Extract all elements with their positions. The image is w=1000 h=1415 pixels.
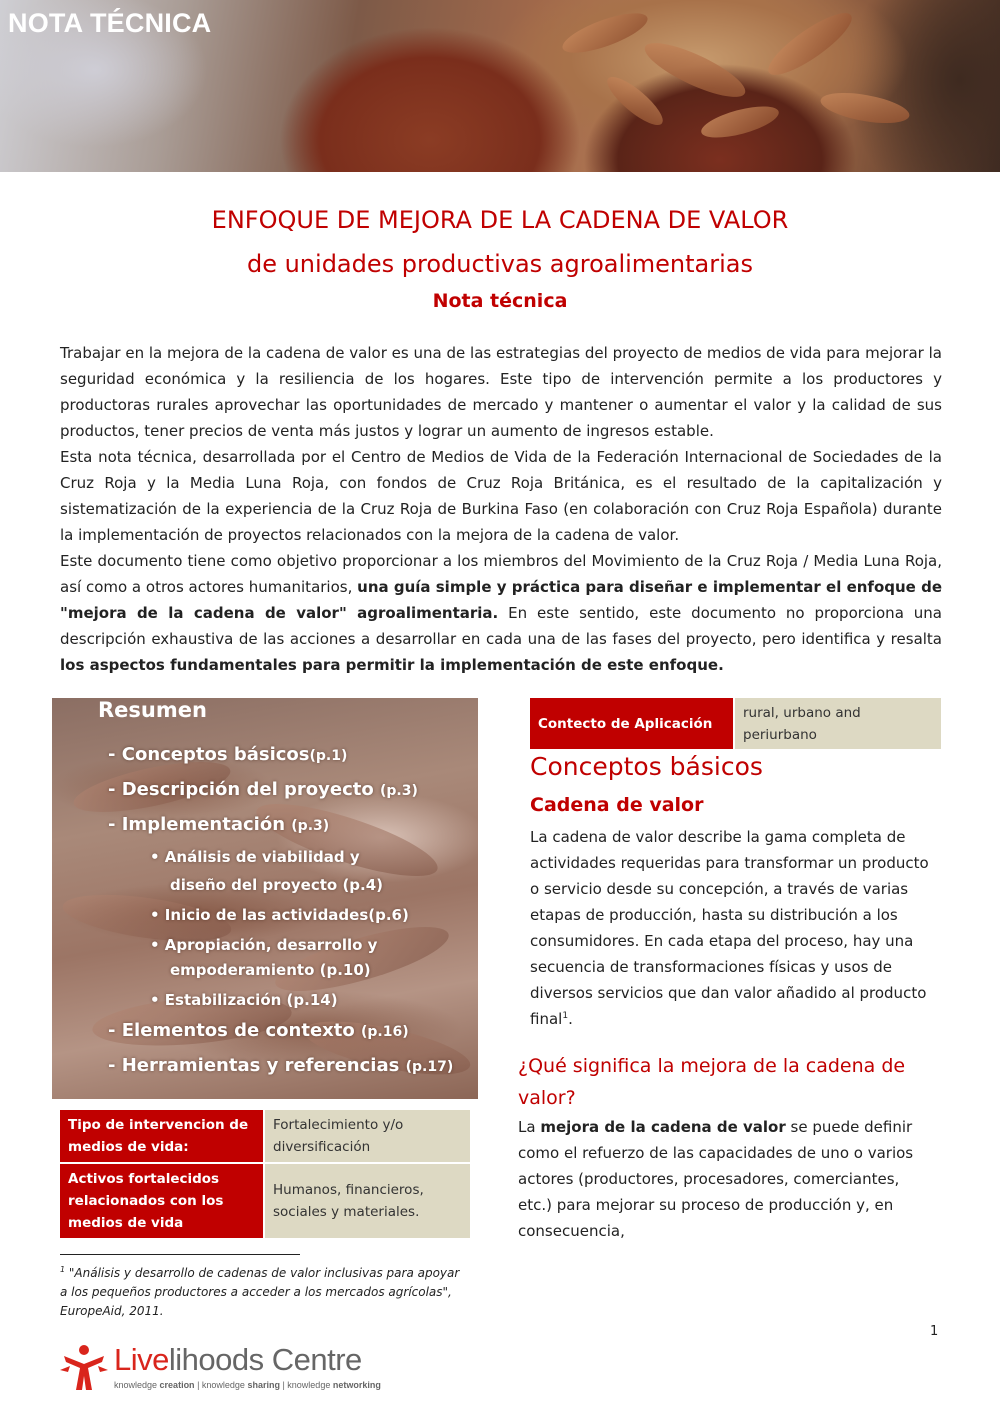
livelihoods-figure-icon bbox=[58, 1340, 110, 1392]
footnote-reference[interactable]: 1 bbox=[562, 1011, 569, 1021]
footnote: $^1$ "Análisis y desarrollo de cadenas de valor inclusivas para apoyar a los pequeños productores a acceder a los mercados agrícolas", EuropeAid, 2011. bbox=[60, 1265, 460, 1318]
summary-item-implementacion[interactable]: - Implementación (p.3) bbox=[108, 814, 330, 835]
summary-subitem-analisis-cont[interactable]: diseño del proyecto (p.4) bbox=[170, 876, 384, 894]
summary-box bbox=[52, 698, 478, 1099]
footnote-separator bbox=[60, 1254, 300, 1255]
summary-item-conceptos[interactable]: - Conceptos básicos(p.1) bbox=[108, 744, 348, 765]
table-row bbox=[530, 698, 941, 749]
table-value-cell: Fortalecimiento y/o diversificación bbox=[265, 1110, 470, 1162]
summary-subitem-apropiacion[interactable]: • Apropiación, desarrollo y bbox=[150, 936, 378, 954]
intro-text bbox=[60, 340, 942, 678]
mejora-paragraph: La mejora de la cadena de valor se puede definir como el refuerzo de las capacidades de uno o varios actores (productores, procesadores, comerciantes, etc.) para mejorar su proceso de producción y, en consecuencia, bbox=[518, 1118, 914, 1240]
summary-item-elementos[interactable]: - Elementos de contexto (p.16) bbox=[108, 1020, 409, 1041]
intro-paragraph-2: Esta nota técnica, desarrollada por el Centro de Medios de Vida de la Federación Internacional de Sociedades de la Cruz Roja y la Media Luna Roja, con fondos de Cruz Roja Británica, es el resultado de la capitalización y sistematización de la experiencia de la Cruz Roja de Burkina Faso (en colaboración con Cruz Roja Española) durante la implementación de proyectos relacionados con la mejora de la cadena de valor. bbox=[60, 448, 942, 544]
table-label-cell: Tipo de intervencion de medios de vida: bbox=[60, 1110, 265, 1162]
livelihoods-centre-logo bbox=[58, 1340, 388, 1396]
summary-subitem-estabilizacion[interactable]: • Estabilización (p.14) bbox=[150, 991, 338, 1009]
logo-tagline: knowledge creation | knowledge sharing | knowledge networking bbox=[114, 1380, 381, 1390]
banner-title: NOTA TÉCNICA bbox=[8, 8, 212, 38]
table-label-cell: Activos fortalecidos relacionados con los medios de vida bbox=[60, 1162, 265, 1238]
document-type-label: Nota técnica bbox=[432, 290, 568, 312]
summary-item-herramientas[interactable]: - Herramientas y referencias (p.17) bbox=[108, 1055, 454, 1076]
cadena-paragraph: La cadena de valor describe la gama completa de actividades requeridas para transformar un producto o servicio desde su concepción, a través de varias etapas de producción, hasta su distribución a los consumidores. En cada etapa del proceso, hay una secuencia de transformaciones físicas y usos de diversos servicios que dan valor añadido al producto final$^1$. bbox=[530, 828, 929, 1028]
table-row bbox=[60, 1162, 470, 1238]
intro-paragraph-3: Este documento tiene como objetivo proporcionar a los miembros del Movimiento de la Cruz Roja / Media Luna Roja, así como a otros actores humanitarios, una guía simple y práctica para diseñar e implementar el enfoque de "mejora de la cadena de valor" agroalimentaria. En este sentido, este documento no proporciona una descripción exhaustiva de las acciones a desarrollar en cada una de las fases del proyecto, pero identifica y resalta los aspectos fundamentales para permitir la implementación de este enfoque. bbox=[60, 552, 942, 674]
summary-subitem-analisis[interactable]: • Análisis de viabilidad y bbox=[150, 848, 360, 866]
table-value-cell: Humanos, financieros, sociales y materiales. bbox=[265, 1162, 470, 1238]
table-value-cell: rural, urbano and periurbano bbox=[735, 698, 941, 749]
summary-title: Resumen bbox=[98, 698, 207, 722]
section-heading-conceptos: Conceptos básicos bbox=[530, 752, 763, 781]
document-subtitle: de unidades productivas agroalimentarias bbox=[246, 250, 754, 278]
subsection-heading-mejora: ¿Qué significa la mejora de la cadena de valor? bbox=[518, 1055, 906, 1109]
subsection-heading-cadena: Cadena de valor bbox=[530, 794, 704, 816]
intro-paragraph-1: Trabajar en la mejora de la cadena de valor es una de las estrategias del proyecto de medios de vida para mejorar la seguridad económica y la resiliencia de los hogares. Este tipo de intervención permite a los productores y productoras rurales aprovechar las oportunidades de mercado y mantener o aumentar el valor y la calidad de sus productos, tener precios de venta más justos y lograr un aumento de ingresos estable. bbox=[60, 344, 942, 440]
summary-item-descripcion[interactable]: - Descripción del proyecto (p.3) bbox=[108, 779, 418, 800]
summary-subitem-apropiacion-cont[interactable]: empoderamiento (p.10) bbox=[170, 961, 371, 979]
logo-wordmark: Livelihoods Centre bbox=[114, 1342, 362, 1377]
document-title: ENFOQUE DE MEJORA DE LA CADENA DE VALOR bbox=[211, 206, 789, 234]
table-label-cell: Contecto de Aplicación bbox=[530, 698, 735, 749]
page-number: 1 bbox=[930, 1324, 939, 1339]
summary-subitem-inicio[interactable]: • Inicio de las actividades(p.6) bbox=[150, 906, 409, 924]
header-banner-image bbox=[0, 0, 1000, 172]
table-row bbox=[60, 1110, 470, 1162]
application-context-table bbox=[530, 698, 941, 749]
intervention-table bbox=[60, 1110, 470, 1238]
